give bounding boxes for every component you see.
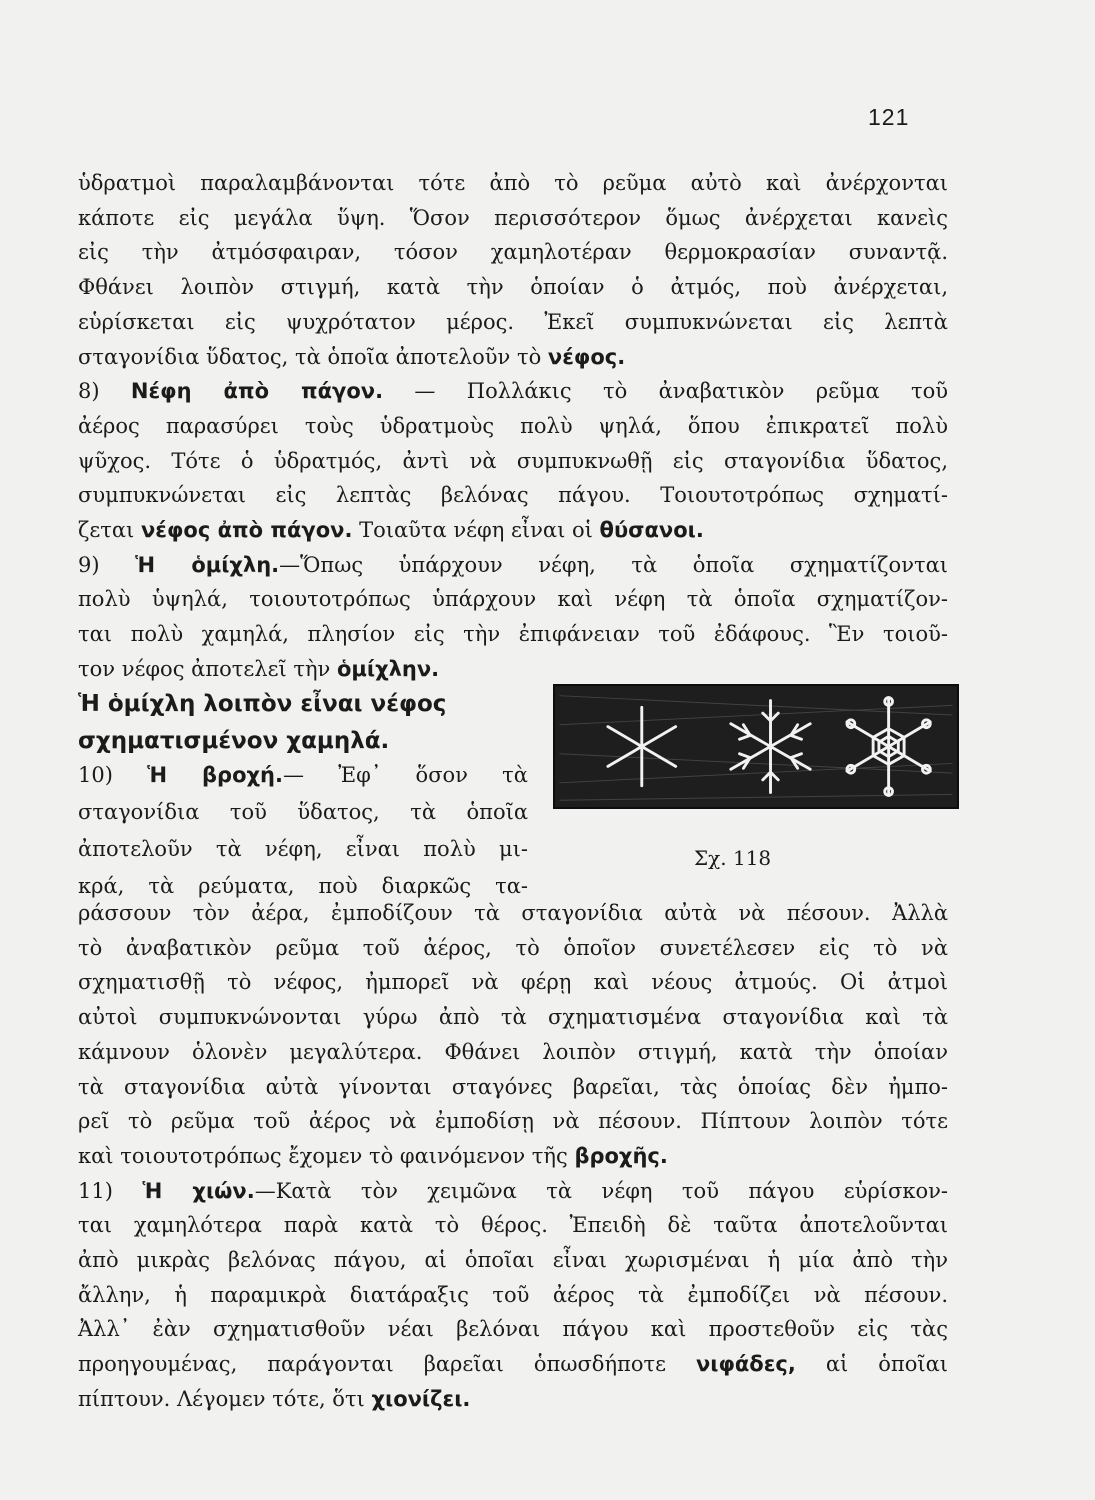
text-run: Ἀλλ᾽ ἐὰν σχηματισθοῦν νέαι βελόναι πάγου καὶ προστεθοῦν εἰς τὰς: [78, 1317, 948, 1342]
text-run: 11): [78, 1178, 143, 1203]
text-run: τὰ σταγονίδια αὐτὰ γίνονται σταγόνες βαρεῖαι, τὰς ὁποίας δὲν ἠμπο-: [78, 1074, 948, 1099]
bold-term: θύσανοι.: [599, 518, 704, 542]
text-run: εὑρίσκεται εἰς ψυχρότατον μέρος. Ἐκεῖ συμπυκνώνεται εἰς λεπτὰ: [78, 309, 948, 334]
text-run: ράσσουν τὸν ἀέρα, ἐμποδίζουν τὰ σταγονίδια αὐτὰ νὰ πέσουν. Ἀλλὰ: [78, 901, 948, 925]
text-run: ἀποτελοῦν τὰ νέφη, εἶναι πολὺ μι-: [78, 837, 528, 861]
snowflake-icon-branched: [731, 701, 810, 793]
snowflake-illustration: [555, 686, 957, 807]
text-line: [78, 795, 528, 829]
text-line: [78, 340, 948, 374]
text-run: σταγονίδια ὕδατος, τὰ ὁποῖα ἀποτελοῦν τὸ: [78, 344, 548, 369]
text-run: σχηματισθῇ τὸ νέφος, ἠμπορεῖ νὰ φέρῃ καὶ νέους ἀτμούς. Οἱ ἀτμοὶ: [78, 970, 948, 995]
bold-term: νέφος ἀπὸ πάγον.: [140, 518, 353, 542]
text-line: [78, 1243, 948, 1277]
text-run: — Πολλάκις τὸ ἀναβατικὸν ρεῦμα τοῦ: [383, 379, 949, 404]
text-line: [78, 409, 948, 443]
text-line: [78, 1104, 948, 1138]
text-line: [78, 548, 948, 582]
text-line: [78, 1312, 948, 1346]
text-run: κάποτε εἰς μεγάλα ὕψη. Ὅσον περισσότερον ὅμως ἀνέρχεται κανεὶς: [78, 205, 948, 230]
text-line: [78, 1382, 948, 1416]
text-run: αὐτοὶ συμπυκνώνονται γύρω ἀπὸ τὰ σχηματισμένα σταγονίδια καὶ τὰ: [78, 1005, 948, 1030]
text-line: [78, 1208, 948, 1242]
text-line: [78, 235, 948, 269]
text-run: —Ὅπως ὑπάρχουν νέφη, τὰ ὁποῖα σχηματίζονται: [279, 552, 948, 577]
bold-term: βροχῆς.: [574, 1143, 668, 1168]
text-run: αἱ ὁποῖαι: [795, 1352, 948, 1377]
snowflake-icon-stellar: [847, 698, 930, 796]
text-run: σταγονίδια τοῦ ὕδατος, τὰ ὁποῖα: [78, 800, 528, 824]
text-run: τὸ ἀναβατικὸν ρεῦμα τοῦ ἀέρος, τὸ ὁποῖον συνετέλεσεν εἰς τὸ νὰ: [78, 935, 948, 960]
text-line: [78, 201, 948, 235]
bold-term: Ἡ βροχή.: [147, 763, 283, 787]
text-run: Τοιαῦτα νέφη εἶναι οἱ: [352, 518, 600, 542]
highlight-line-1: Ἡ ὁμίχλη λοιπὸν εἶναι νέφος: [78, 691, 447, 717]
page-number: 121: [868, 104, 910, 130]
text-line: [78, 582, 948, 616]
text-line: [78, 513, 948, 547]
text-line: [78, 270, 948, 304]
text-run: προηγουμένας, παράγονται βαρεῖαι ὁπωσδήποτε: [78, 1352, 696, 1377]
text-run: εἰς τὴν ἀτμόσφαιραν, τόσον χαμηλοτέραν θερμοκρασίαν συναντᾷ.: [78, 240, 948, 265]
text-run: ἄλλην, ἡ παραμικρὰ διατάραξις τοῦ ἀέρος τὰ ἐμποδίζει νὰ πέσουν.: [78, 1282, 948, 1307]
text-run: ψῦχος. Τότε ὁ ὑδρατμός, ἀντὶ νὰ συμπυκνωθῇ εἰς σταγονίδια ὕδατος,: [78, 448, 948, 473]
text-run: Φθάνει λοιπὸν στιγμή, κατὰ τὴν ὁποίαν ὁ ἀτμός, ποὺ ἀνέρχεται,: [78, 275, 948, 300]
text-line: [78, 478, 948, 512]
bold-term: νιφάδες,: [695, 1352, 796, 1377]
bold-term: χιονίζει.: [371, 1386, 471, 1411]
text-run: συμπυκνώνεται εἰς λεπτὰς βελόνας πάγου. Τοιουτοτρόπως σχηματί-: [78, 483, 948, 508]
highlight-line-2: σχηματισμένον χαμηλά.: [78, 728, 390, 754]
text-line: [78, 374, 948, 408]
text-run: ζεται: [78, 518, 141, 542]
text-line: [78, 617, 948, 651]
text-line: [78, 758, 528, 792]
text-run: πίπτουν. Λέγομεν τότε, ὅτι: [78, 1386, 372, 1411]
text-run: κάμνουν ὁλονὲν μεγαλύτερα. Φθάνει λοιπὸν στιγμή, κατὰ τὴν ὁποίαν: [78, 1039, 948, 1064]
text-line: [78, 305, 948, 339]
text-run: ἀέρος παρασύρει τοὺς ὑδρατμοὺς πολὺ ψηλά, ὅπου ἐπικρατεῖ πολὺ: [78, 413, 948, 438]
figure-caption: Σχ. 118: [694, 846, 772, 870]
bold-term: Ἡ χιών.: [142, 1178, 255, 1203]
text-line: [78, 965, 948, 999]
snowflake-figure: [553, 684, 959, 809]
text-run: ται χαμηλότερα παρὰ κατὰ τὸ θέρος. Ἐπειδὴ δὲ ταῦτα ἀποτελοῦνται: [78, 1213, 948, 1238]
text-line: [78, 1347, 948, 1381]
text-run: καὶ τοιουτοτρόπως ἔχομεν τὸ φαινόμενον τῆς: [78, 1143, 575, 1168]
text-line: [78, 931, 948, 965]
text-run: 8): [78, 379, 131, 404]
text-line: [78, 1174, 948, 1208]
text-run: ἀπὸ μικρὰς βελόνας πάγου, αἱ ὁποῖαι εἶναι χωρισμέναι ἡ μία ἀπὸ τὴν: [78, 1248, 948, 1272]
text-line: [78, 166, 948, 200]
bold-term: νέφος.: [547, 344, 626, 369]
text-line: [78, 1035, 948, 1069]
text-run: ρεῖ τὸ ρεῦμα τοῦ ἀέρος νὰ ἐμποδίσῃ νὰ πέσουν. Πίπτουν λοιπὸν τότε: [78, 1109, 948, 1134]
text-run: — Ἐφ᾽ ὅσον τὰ: [282, 763, 528, 787]
text-line: [78, 896, 948, 930]
text-run: τον νέφος ἀποτελεῖ τὴν: [78, 656, 337, 681]
text-run: ὑδρατμοὶ παραλαμβάνονται τότε ἀπὸ τὸ ρεῦμα αὐτὸ καὶ ἀνέρχονται: [78, 171, 948, 195]
text-line: [78, 1278, 948, 1312]
text-run: ται πολὺ χαμηλά, πλησίον εἰς τὴν ἐπιφάνειαν τοῦ ἐδάφους. Ἓν τοιοῦ-: [78, 622, 948, 647]
text-run: πολὺ ὑψηλά, τοιουτοτρόπως ὑπάρχουν καὶ νέφη τὰ ὁποῖα σχηματίζον-: [78, 587, 948, 612]
text-run: —Κατὰ τὸν χειμῶνα τὰ νέφη τοῦ πάγου εὑρίσκον-: [254, 1178, 948, 1203]
text-line: [78, 1139, 948, 1173]
text-line: [78, 652, 948, 686]
bold-term: Ἡ ὁμίχλη.: [135, 552, 280, 577]
text-run: 9): [78, 552, 136, 577]
text-line: [78, 832, 528, 866]
bold-term: Νέφη ἀπὸ πάγον.: [130, 379, 384, 404]
text-run: 10): [78, 763, 148, 787]
text-line: [78, 1000, 948, 1034]
text-line: [78, 444, 948, 478]
text-run: κρά, τὰ ρεύματα, ποὺ διαρκῶς τα-: [78, 874, 528, 898]
bold-term: ὁμίχλην.: [337, 656, 440, 681]
text-line: [78, 1070, 948, 1104]
